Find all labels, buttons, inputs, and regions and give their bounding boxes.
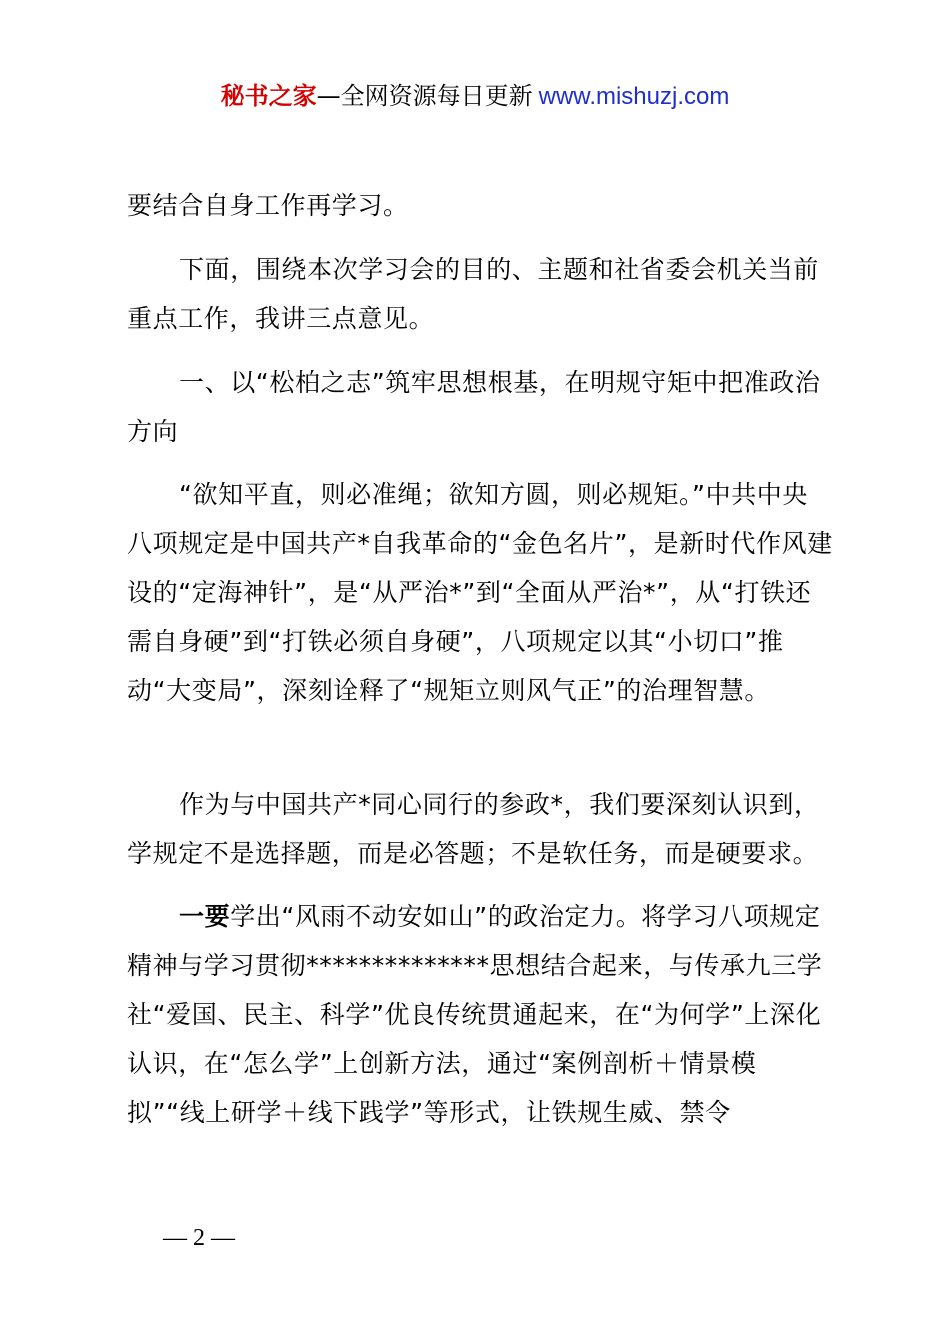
- paragraph-5: 作为与中国共产*同心同行的参政*，我们要深刻认识到，学规定不是选择题，而是必答题；不是软任务，而是硬要求。: [127, 790, 820, 868]
- site-tagline: —全网资源每日更新: [316, 82, 533, 110]
- paragraph-1: 要结合自身工作再学习。: [127, 191, 409, 220]
- paragraph-2: 下面，围绕本次学习会的目的、主题和社省委会机关当前重点工作，我讲三点意见。: [127, 255, 820, 333]
- paragraph-6-text: 学出“风雨不动安如山”的政治定力。将学习八项规定精神与学习贯彻**************思想结合起来，与传承九三学社“爱国、民主、科学”优良传统贯通起来，在“为何学”上深化认识，在“怎么学”上创新方法，通过“案例剖析＋情景模拟”“线上研学＋线下践学”等形式，让铁规生威、禁令: [127, 902, 823, 1127]
- section-heading-1: 一、以“松柏之志”筑牢思想根基，在明规守矩中把准政治方向: [127, 368, 821, 446]
- site-brand: 秘书之家: [220, 82, 317, 110]
- site-header: [0, 78, 950, 115]
- paragraph-6: [127, 892, 833, 1137]
- site-url-link[interactable]: www.mishuzj.com: [538, 83, 730, 110]
- page-number: — 2 —: [163, 1225, 235, 1251]
- paragraph-6-lead: 一要: [179, 902, 231, 931]
- paragraph-4: “欲知平直，则必准绳；欲知方圆，则必规矩。”中共中央八项规定是中国共产*自我革命的“金色名片”，是新时代作风建设的“定海神针”，是“从严治*”到“全面从严治*”，从“打铁还需自身硬”到“打铁必须自身硬”，八项规定以其“小切口”推动“大变局”，深刻诠释了“规矩立则风气正”的治理智慧。: [127, 480, 833, 705]
